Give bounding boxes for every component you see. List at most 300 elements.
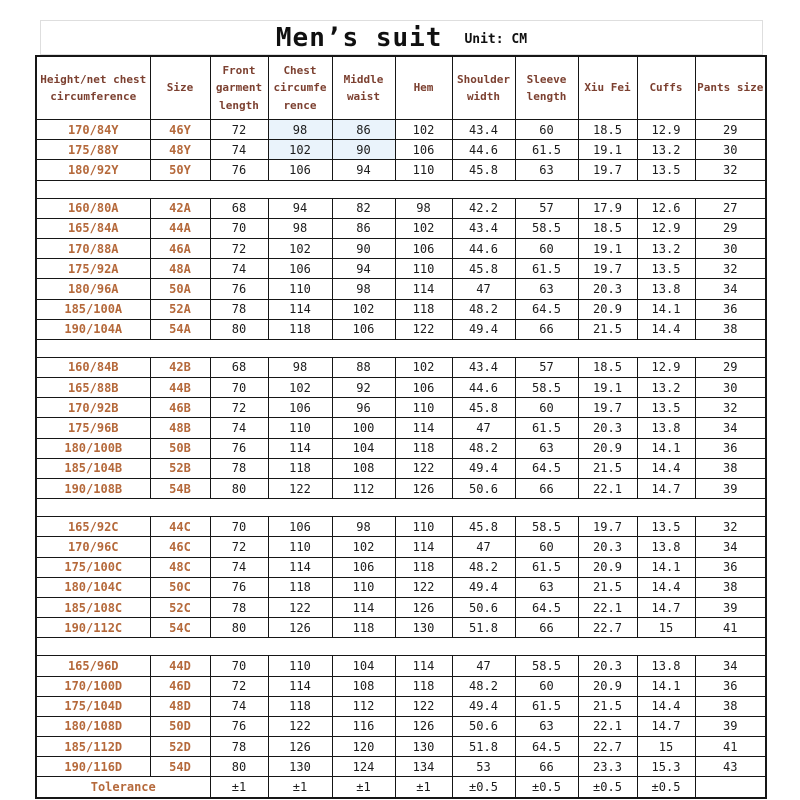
table-cell: 110 [332,577,395,597]
table-cell: 64.5 [515,299,578,319]
row-label: 185/100A [36,299,150,319]
table-cell: 43 [695,757,766,777]
row-label: 190/104A [36,319,150,339]
table-cell: 98 [268,120,332,140]
table-cell: 20.9 [578,557,637,577]
table-cell: 51.8 [452,618,515,638]
table-cell: 106 [332,557,395,577]
table-cell: 114 [395,279,452,299]
table-row [36,198,766,218]
table-cell: 100 [332,418,395,438]
table-cell: 74 [210,696,268,716]
table-cell: 98 [395,198,452,218]
table-cell: 126 [268,737,332,757]
table-cell: 78 [210,458,268,478]
table-cell: 53 [452,757,515,777]
size-label: 44C [150,517,210,537]
table-cell: 102 [395,357,452,377]
table-cell: 60 [515,676,578,696]
size-label: 50B [150,438,210,458]
size-label: 54B [150,479,210,499]
table-row [36,378,766,398]
table-row [36,357,766,377]
table-cell: 110 [268,418,332,438]
row-label: 185/112D [36,737,150,757]
table-cell: 48.2 [452,299,515,319]
table-cell: 114 [395,537,452,557]
tolerance-row [36,777,766,798]
table-cell: 96 [332,398,395,418]
size-label: 48A [150,259,210,279]
size-label: 54A [150,319,210,339]
table-cell: 94 [332,160,395,180]
table-header [36,56,766,120]
table-cell: 34 [695,656,766,676]
table-cell: 22.1 [578,716,637,736]
table-cell: 76 [210,716,268,736]
table-cell: 15.3 [637,757,695,777]
table-row [36,160,766,180]
row-label: 180/100B [36,438,150,458]
table-cell: 112 [332,696,395,716]
table-cell: 39 [695,716,766,736]
table-cell: 122 [395,319,452,339]
table-cell: 12.9 [637,120,695,140]
table-cell: 110 [395,160,452,180]
size-chart-table [35,55,767,799]
table-cell: 20.9 [578,438,637,458]
table-cell: 17.9 [578,198,637,218]
table-cell: 80 [210,479,268,499]
table-cell: 44.6 [452,238,515,258]
table-cell: 38 [695,458,766,478]
table-cell: 41 [695,618,766,638]
table-cell: 43.4 [452,120,515,140]
group-separator-cell [36,180,766,198]
table-cell: 98 [268,357,332,377]
table-cell: 18.5 [578,357,637,377]
table-cell: 60 [515,537,578,557]
table-cell: 70 [210,218,268,238]
table-cell: 98 [332,279,395,299]
table-cell: 108 [332,458,395,478]
size-label: 52B [150,458,210,478]
table-row [36,438,766,458]
table-cell: 102 [332,537,395,557]
table-cell: 20.3 [578,418,637,438]
table-cell: 80 [210,757,268,777]
size-label: 48C [150,557,210,577]
column-header-shoulder-width: Shoulder width [452,56,515,120]
column-header-pants-size: Pants size [695,56,766,120]
table-cell: 72 [210,537,268,557]
table-cell: 110 [268,537,332,557]
table-cell: 13.8 [637,537,695,557]
table-row [36,737,766,757]
table-cell: 74 [210,259,268,279]
table-cell: 48.2 [452,557,515,577]
table-cell: 22.1 [578,479,637,499]
table-cell: 106 [268,398,332,418]
table-cell: 70 [210,517,268,537]
table-cell: 106 [395,378,452,398]
size-label: 54D [150,757,210,777]
table-cell: 14.7 [637,479,695,499]
table-cell: 45.8 [452,517,515,537]
column-header-front-garment-length: Front garment length [210,56,268,120]
column-header-xiu-fei: Xiu Fei [578,56,637,120]
column-header-height-chest: Height/net chest circumference [36,56,150,120]
row-label: 175/100C [36,557,150,577]
table-cell: 118 [268,696,332,716]
table-cell: 126 [395,597,452,617]
size-label: 48D [150,696,210,716]
table-row [36,319,766,339]
table-cell: 94 [268,198,332,218]
table-cell: 112 [332,479,395,499]
table-cell: 63 [515,577,578,597]
table-cell: 118 [268,458,332,478]
table-cell: 116 [332,716,395,736]
row-label: 170/96C [36,537,150,557]
page-title: Men’s suit [275,22,443,53]
table-cell: 20.3 [578,279,637,299]
tolerance-value: ±0.5 [452,777,515,798]
row-label: 190/112C [36,618,150,638]
row-label: 190/108B [36,479,150,499]
table-cell: 80 [210,319,268,339]
table-cell: 12.9 [637,357,695,377]
table-cell: 106 [268,160,332,180]
table-row [36,656,766,676]
group-separator-cell [36,638,766,656]
table-cell: 49.4 [452,577,515,597]
size-label: 44D [150,656,210,676]
table-cell: 72 [210,120,268,140]
table-cell: 72 [210,676,268,696]
table-cell: 61.5 [515,557,578,577]
table-cell: 110 [395,398,452,418]
table-cell: 61.5 [515,140,578,160]
row-label: 190/116D [36,757,150,777]
table-cell: 78 [210,299,268,319]
table-cell: 21.5 [578,577,637,597]
tolerance-value: ±1 [332,777,395,798]
size-label: 54C [150,618,210,638]
table-cell: 60 [515,120,578,140]
table-cell: 20.3 [578,656,637,676]
table-cell: 19.1 [578,238,637,258]
table-cell: 38 [695,577,766,597]
table-cell: 21.5 [578,458,637,478]
table-cell: 76 [210,160,268,180]
table-cell: 110 [268,279,332,299]
table-row [36,716,766,736]
row-label: 170/92B [36,398,150,418]
table-row [36,398,766,418]
table-cell: 19.7 [578,160,637,180]
table-cell: 45.8 [452,398,515,418]
column-header-chest-circumference: Chest circumfe rence [268,56,332,120]
table-cell: 64.5 [515,597,578,617]
table-cell: 106 [395,238,452,258]
table-cell: 18.5 [578,218,637,238]
size-label: 42B [150,357,210,377]
table-cell: 94 [332,259,395,279]
column-header-cuffs: Cuffs [637,56,695,120]
table-cell: 110 [395,259,452,279]
table-cell: 63 [515,716,578,736]
table-cell: 120 [332,737,395,757]
group-separator [36,638,766,656]
table-cell: 122 [395,577,452,597]
title-bar [40,20,763,55]
table-cell: 86 [332,120,395,140]
table-cell: 43.4 [452,357,515,377]
table-cell: 50.6 [452,479,515,499]
table-cell: 63 [515,438,578,458]
table-cell: 102 [268,140,332,160]
table-cell: 66 [515,757,578,777]
table-cell: 118 [395,438,452,458]
table-cell: 118 [268,319,332,339]
table-cell: 21.5 [578,696,637,716]
table-cell: 114 [268,299,332,319]
table-row [36,696,766,716]
row-label: 160/80A [36,198,150,218]
table-cell: 64.5 [515,458,578,478]
table-cell: 18.5 [578,120,637,140]
table-cell: 32 [695,160,766,180]
table-cell: 14.1 [637,299,695,319]
table-cell: 22.1 [578,597,637,617]
table-cell: 41 [695,737,766,757]
table-cell: 78 [210,737,268,757]
size-label: 46C [150,537,210,557]
table-cell: 74 [210,557,268,577]
table-cell: 14.7 [637,716,695,736]
tolerance-value: ±1 [210,777,268,798]
table-cell: 15 [637,618,695,638]
table-cell: 114 [395,656,452,676]
table-cell: 38 [695,696,766,716]
table-cell: 48.2 [452,438,515,458]
table-cell: 70 [210,656,268,676]
table-cell: 114 [332,597,395,617]
column-header-middle-waist: Middle waist [332,56,395,120]
table-row [36,279,766,299]
table-cell: 36 [695,438,766,458]
group-separator [36,180,766,198]
table-cell: 47 [452,537,515,557]
table-row [36,418,766,438]
tolerance-value: ±0.5 [515,777,578,798]
table-cell: 50.6 [452,716,515,736]
table-cell: 21.5 [578,319,637,339]
group-separator-cell [36,499,766,517]
row-label: 170/88A [36,238,150,258]
group-separator-cell [36,339,766,357]
table-cell: 23.3 [578,757,637,777]
table-cell: 118 [332,618,395,638]
table-row [36,517,766,537]
table-cell: 124 [332,757,395,777]
size-label: 52D [150,737,210,757]
table-cell: 118 [395,299,452,319]
table-cell: 110 [268,656,332,676]
table-row [36,238,766,258]
table-cell: 104 [332,438,395,458]
table-cell: 19.7 [578,398,637,418]
table-cell: 98 [332,517,395,537]
table-cell: 118 [395,557,452,577]
table-row [36,458,766,478]
table-cell: 114 [268,676,332,696]
table-cell: 66 [515,319,578,339]
table-cell: 110 [395,517,452,537]
table-cell: 30 [695,238,766,258]
header-row [36,56,766,120]
row-label: 175/104D [36,696,150,716]
table-cell: 82 [332,198,395,218]
group-separator [36,499,766,517]
table-cell: 74 [210,140,268,160]
table-cell: 122 [395,458,452,478]
table-cell: 63 [515,279,578,299]
table-cell: 14.1 [637,676,695,696]
table-cell: 66 [515,618,578,638]
table-cell: 63 [515,160,578,180]
table-cell: 74 [210,418,268,438]
table-cell: 114 [395,418,452,438]
size-label: 48B [150,418,210,438]
table-row [36,618,766,638]
row-label: 170/84Y [36,120,150,140]
table-cell: 49.4 [452,458,515,478]
table-cell: 92 [332,378,395,398]
table-row [36,557,766,577]
table-cell: 78 [210,597,268,617]
table-cell: 61.5 [515,696,578,716]
table-cell: 126 [268,618,332,638]
table-cell: 130 [268,757,332,777]
table-cell: 57 [515,198,578,218]
table-cell: 51.8 [452,737,515,757]
table-cell: 58.5 [515,517,578,537]
table-cell: 114 [268,438,332,458]
table-cell: 44.6 [452,378,515,398]
table-cell: 13.5 [637,259,695,279]
table-body [36,120,766,798]
table-cell: 13.2 [637,378,695,398]
size-label: 48Y [150,140,210,160]
size-label: 46D [150,676,210,696]
size-label: 50Y [150,160,210,180]
table-row [36,577,766,597]
table-cell: 108 [332,676,395,696]
table-cell: 13.2 [637,140,695,160]
table-cell: 34 [695,418,766,438]
table-cell: 34 [695,279,766,299]
table-cell: 13.8 [637,279,695,299]
table-cell: 106 [268,517,332,537]
table-cell: 50.6 [452,597,515,617]
table-cell: 126 [395,716,452,736]
table-cell: 20.9 [578,676,637,696]
table-cell: 15 [637,737,695,757]
table-cell: 118 [268,577,332,597]
table-cell: 12.9 [637,218,695,238]
table-cell: 66 [515,479,578,499]
table-cell: 122 [268,479,332,499]
size-label: 44A [150,218,210,238]
table-cell: 48.2 [452,676,515,696]
table-cell: 36 [695,557,766,577]
row-label: 165/84A [36,218,150,238]
tolerance-value [695,777,766,798]
table-cell: 42.2 [452,198,515,218]
size-label: 50C [150,577,210,597]
row-label: 180/96A [36,279,150,299]
table-cell: 39 [695,479,766,499]
table-cell: 98 [268,218,332,238]
table-cell: 130 [395,737,452,757]
table-cell: 86 [332,218,395,238]
table-cell: 44.6 [452,140,515,160]
unit-label: Unit: CM [464,32,528,47]
table-cell: 47 [452,279,515,299]
row-label: 180/104C [36,577,150,597]
table-cell: 20.9 [578,299,637,319]
table-cell: 29 [695,120,766,140]
row-label: 160/84B [36,357,150,377]
table-cell: 106 [395,140,452,160]
table-cell: 102 [332,299,395,319]
table-cell: 36 [695,676,766,696]
table-cell: 47 [452,418,515,438]
table-cell: 58.5 [515,656,578,676]
table-cell: 72 [210,398,268,418]
table-cell: 32 [695,398,766,418]
table-cell: 88 [332,357,395,377]
row-label: 185/104B [36,458,150,478]
table-row [36,597,766,617]
table-row [36,299,766,319]
row-label: 175/88Y [36,140,150,160]
table-cell: 32 [695,259,766,279]
table-row [36,479,766,499]
table-cell: 90 [332,140,395,160]
table-cell: 90 [332,238,395,258]
table-cell: 76 [210,577,268,597]
table-row [36,218,766,238]
table-cell: 13.5 [637,160,695,180]
table-cell: 43.4 [452,218,515,238]
row-label: 175/92A [36,259,150,279]
column-header-size: Size [150,56,210,120]
table-cell: 104 [332,656,395,676]
table-cell: 49.4 [452,696,515,716]
table-cell: 76 [210,438,268,458]
row-label: 185/108C [36,597,150,617]
table-cell: 64.5 [515,737,578,757]
table-cell: 19.1 [578,378,637,398]
tolerance-value: ±0.5 [637,777,695,798]
row-label: 165/88B [36,378,150,398]
row-label: 170/100D [36,676,150,696]
table-cell: 12.6 [637,198,695,218]
table-cell: 14.4 [637,319,695,339]
